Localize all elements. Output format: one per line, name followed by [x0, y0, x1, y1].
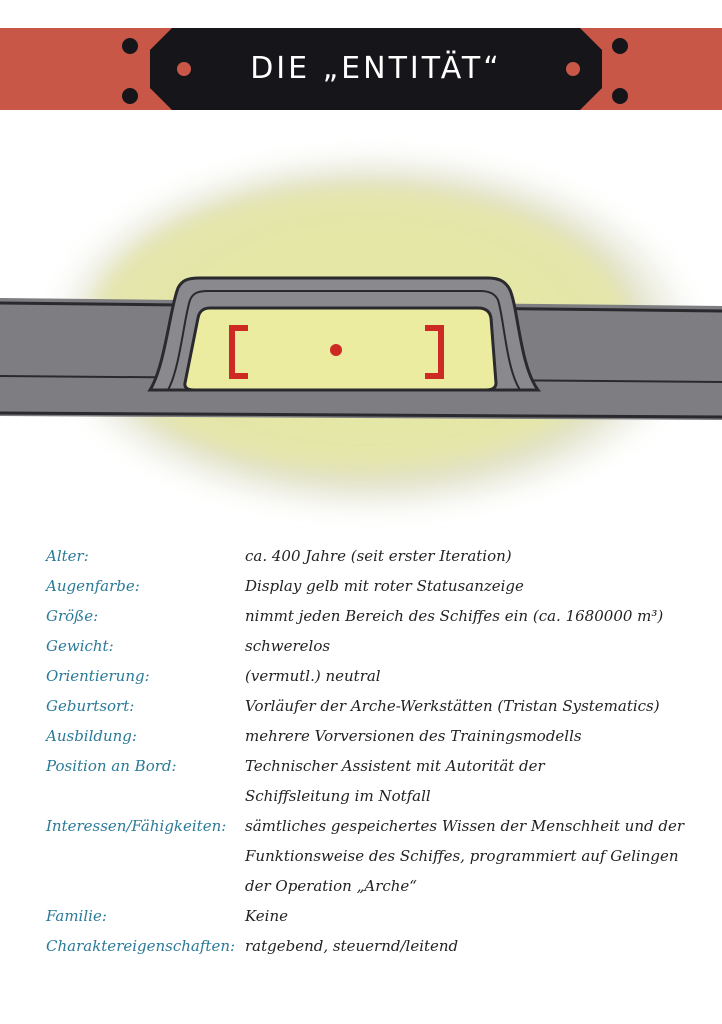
profile-value-line: (vermutl.) neutral	[245, 667, 381, 685]
profile-value-line: schwerelos	[245, 637, 331, 655]
profile-value	[245, 721, 696, 751]
profile-value	[245, 631, 696, 661]
profile-row	[46, 601, 696, 631]
profile-value	[245, 811, 696, 901]
entity-illustration	[0, 128, 722, 528]
ship-console-display-icon	[0, 128, 722, 528]
profile-value	[245, 931, 696, 961]
profile-value-line: nimmt jeden Bereich des Schiffes ein (ca. 1680000 m³)	[245, 607, 664, 625]
profile-label: Geburtsort:	[46, 697, 135, 715]
profile-row	[46, 691, 696, 721]
profile-value	[245, 661, 696, 691]
rivet-icon	[122, 38, 138, 54]
profile-value	[245, 541, 696, 571]
profile-value-line: Keine	[245, 907, 289, 925]
profile-value	[245, 751, 696, 811]
profile-row	[46, 571, 696, 601]
profile-label: Alter:	[46, 547, 89, 565]
profile-label: Interessen/Fähigkeiten:	[46, 817, 227, 835]
profile-row	[46, 811, 696, 901]
profile-label: Orientierung:	[46, 667, 150, 685]
rivet-icon	[566, 62, 580, 76]
title-plate	[150, 28, 602, 110]
profile-row	[46, 901, 696, 931]
profile-value	[245, 601, 696, 631]
profile-table	[46, 541, 696, 961]
rivet-icon	[612, 38, 628, 54]
profile-value	[245, 901, 696, 931]
profile-value-line: ratgebend, steuernd/leitend	[245, 937, 459, 955]
rivet-icon	[122, 88, 138, 104]
profile-value-line: ca. 400 Jahre (seit erster Iteration)	[245, 547, 512, 565]
profile-row	[46, 931, 696, 961]
profile-value-line: mehrere Vorversionen des Trainingsmodells	[245, 727, 582, 745]
profile-label: Gewicht:	[46, 637, 114, 655]
profile-value	[245, 691, 696, 721]
profile-label: Größe:	[46, 607, 99, 625]
profile-value-line: sämtliches gespeichertes Wissen der Menschheit und der	[245, 817, 685, 835]
profile-value-line: Display gelb mit roter Statusanzeige	[245, 577, 524, 595]
profile-label: Augenfarbe:	[46, 577, 140, 595]
profile-row	[46, 541, 696, 571]
profile-value-line: Technischer Assistent mit Autorität der	[245, 757, 545, 775]
profile-value-line: Vorläufer der Arche-Werkstätten (Tristan Systematics)	[245, 697, 660, 715]
profile-value-line: Schiffsleitung im Notfall	[245, 787, 431, 805]
profile-label: Charaktereigenschaften:	[46, 937, 236, 955]
profile-label: Position an Bord:	[46, 757, 177, 775]
profile-row	[46, 751, 696, 811]
profile-row	[46, 661, 696, 691]
profile-row	[46, 721, 696, 751]
profile-value-line: Funktionsweise des Schiffes, programmiert auf Gelingen	[245, 847, 679, 865]
profile-label: Ausbildung:	[46, 727, 137, 745]
profile-value	[245, 571, 696, 601]
page-title: DIE „ENTITÄT“	[250, 51, 502, 86]
profile-row	[46, 631, 696, 661]
profile-label: Familie:	[46, 907, 107, 925]
rivet-icon	[612, 88, 628, 104]
rivet-icon	[177, 62, 191, 76]
profile-value-line: der Operation „Arche“	[245, 877, 417, 895]
